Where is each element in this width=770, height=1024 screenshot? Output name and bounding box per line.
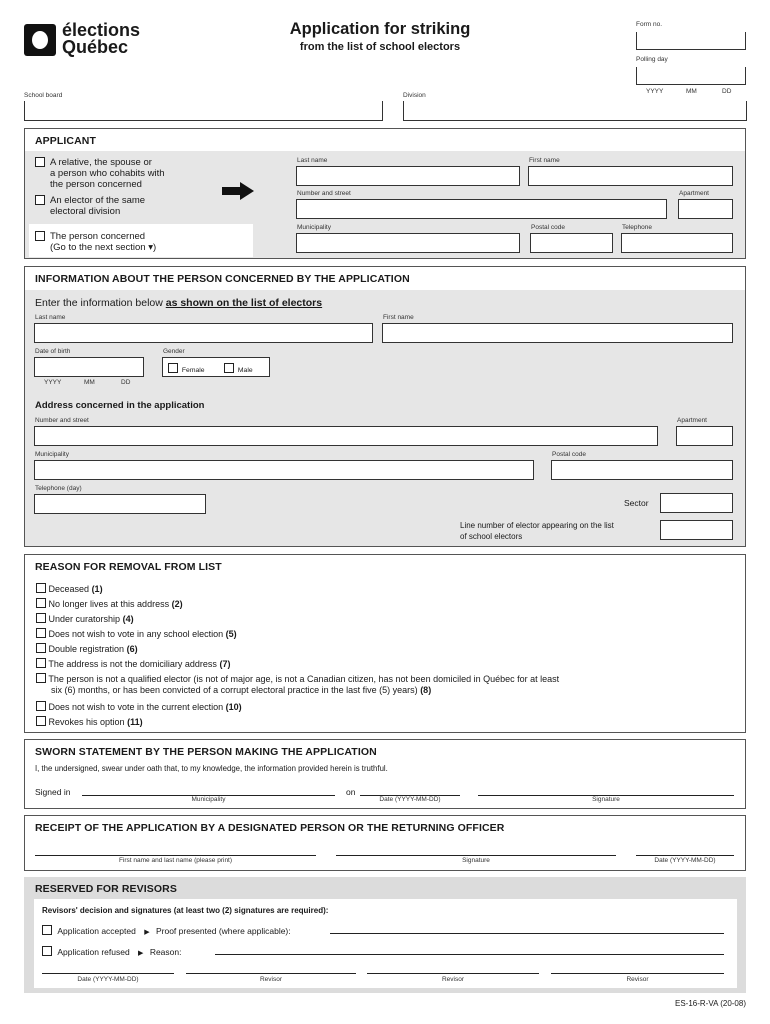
dob-label: Date of birth	[35, 348, 71, 355]
checkbox-reason-8[interactable]	[36, 673, 46, 683]
person-street-label: Number and street	[35, 417, 89, 424]
reason-text: The address is not the domiciliary address	[48, 659, 217, 669]
reason-label: Reason:	[149, 947, 182, 957]
revisor-3-caption: Revisor	[626, 976, 649, 983]
reason-text: Revokes his option	[48, 717, 125, 727]
reason-item[interactable]	[36, 673, 726, 696]
polling-day-dd: DD	[722, 88, 732, 95]
checkbox-elector[interactable]	[35, 195, 45, 205]
polling-day-label: Polling day	[636, 56, 668, 63]
reason-code: (6)	[126, 644, 138, 654]
person-municipality-field[interactable]	[34, 460, 534, 480]
option-elector-line1: An elector of the same	[50, 195, 146, 206]
revisors-date-caption: Date (YYYY-MM-DD)	[77, 976, 139, 983]
proof-line[interactable]	[330, 933, 724, 934]
polling-day-mm: MM	[686, 88, 697, 95]
checkbox-reason-6[interactable]	[36, 643, 46, 653]
form-no-field[interactable]	[636, 32, 746, 50]
receipt-date-line[interactable]	[636, 855, 734, 856]
person-first-name-field[interactable]	[382, 323, 733, 343]
dob-yyyy: YYYY	[44, 379, 62, 386]
line-number-label-1: Line number of elector appearing on the list	[460, 521, 614, 530]
male-label: Male	[237, 367, 253, 374]
refused-label: Application refused	[57, 947, 130, 957]
reason-text-line1: The person is not a qualified elector (is not of major age, is not a Canadian citizen, has not been domiciled in Québec for at least	[48, 674, 560, 684]
school-board-label: School board	[24, 92, 63, 99]
applicant-street-label: Number and street	[297, 190, 351, 197]
revisor-2-caption: Revisor	[441, 976, 465, 983]
person-intro-text: Enter the information below	[35, 297, 163, 309]
checkbox-reason-1[interactable]	[36, 583, 46, 593]
checkbox-reason-2[interactable]	[36, 598, 46, 608]
triangle-right-icon: ▶	[144, 929, 150, 936]
reason-item[interactable]	[36, 701, 242, 713]
applicant-option-elector[interactable]	[35, 195, 146, 217]
checkbox-self[interactable]	[35, 231, 45, 241]
reason-text: Does not wish to vote in any school election	[48, 629, 224, 639]
receipt-name-line[interactable]	[35, 855, 316, 856]
person-first-name-label: First name	[383, 314, 414, 321]
sworn-title: SWORN STATEMENT BY THE PERSON MAKING THE APPLICATION	[35, 746, 377, 758]
reason-item[interactable]	[36, 643, 138, 655]
applicant-option-self[interactable]	[35, 231, 157, 253]
line-number-label	[460, 520, 614, 542]
reason-text-line2: six (6) months, or has been convicted of a corrupt electoral practice in the last five (5) years)	[51, 685, 418, 695]
person-telephone-field[interactable]	[34, 494, 206, 514]
footer-code: ES-16-R-VA (20-08)	[675, 999, 746, 1008]
applicant-postal-field[interactable]	[530, 233, 613, 253]
form-subtitle: from the list of school electors	[299, 41, 461, 53]
triangle-right-icon: ▶	[138, 950, 144, 957]
receipt-name-caption: First name and last name (please print)	[118, 857, 233, 864]
division-label: Division	[403, 92, 426, 99]
person-title: INFORMATION ABOUT THE PERSON CONCERNED BY THE APPLICATION	[35, 273, 410, 285]
logo	[24, 22, 174, 58]
person-postal-field[interactable]	[551, 460, 733, 480]
school-board-field[interactable]	[24, 101, 383, 121]
reason-code: (10)	[225, 702, 242, 712]
person-street-field[interactable]	[34, 426, 658, 446]
logo-mark-icon	[24, 24, 56, 56]
applicant-last-name-field[interactable]	[296, 166, 520, 186]
address-title: Address concerned in the application	[35, 400, 205, 411]
person-intro-emph: as shown on the list of electors	[165, 297, 323, 309]
applicant-first-name-field[interactable]	[528, 166, 733, 186]
reason-code: (2)	[171, 599, 183, 609]
applicant-title: APPLICANT	[35, 135, 96, 147]
revisors-title: RESERVED FOR REVISORS	[35, 883, 177, 895]
option-elector-line2: electoral division	[50, 206, 121, 217]
person-postal-label: Postal code	[552, 451, 586, 458]
checkbox-reason-10[interactable]	[36, 701, 46, 711]
female-label: Female	[181, 367, 205, 374]
reason-code: (1)	[91, 584, 103, 594]
applicant-telephone-field[interactable]	[621, 233, 733, 253]
dob-dd: DD	[121, 379, 131, 386]
checkbox-reason-7[interactable]	[36, 658, 46, 668]
applicant-municipality-label: Municipality	[297, 224, 331, 231]
receipt-title: RECEIPT OF THE APPLICATION BY A DESIGNATED PERSON OR THE RETURNING OFFICER	[35, 822, 505, 834]
reason-code: (7)	[219, 659, 231, 669]
reason-item[interactable]	[36, 613, 134, 625]
person-last-name-field[interactable]	[34, 323, 373, 343]
gender-label: Gender	[163, 348, 185, 355]
reason-text: No longer lives at this address	[48, 599, 170, 609]
sworn-signature-caption: Signature	[592, 796, 620, 803]
option-relative-line1: A relative, the spouse or	[50, 157, 152, 168]
applicant-municipality-field[interactable]	[296, 233, 520, 253]
sworn-municipality-caption: Municipality	[191, 796, 226, 803]
reason-item[interactable]	[36, 583, 103, 595]
option-relative-line3: the person concerned	[50, 179, 142, 190]
option-self-line1: The person concerned	[50, 231, 146, 242]
applicant-postal-label: Postal code	[531, 224, 565, 231]
reasons-title: REASON FOR REMOVAL FROM LIST	[35, 561, 222, 573]
sector-label: Sector	[624, 498, 649, 508]
reason-item[interactable]	[36, 658, 230, 670]
reason-item[interactable]	[36, 628, 237, 640]
checkbox-refused[interactable]	[42, 946, 52, 956]
revisor-1-caption: Revisor	[259, 976, 283, 983]
reason-line[interactable]	[215, 954, 724, 955]
person-intro	[35, 297, 322, 309]
applicant-option-relative[interactable]	[35, 157, 165, 190]
reason-code: (8)	[420, 685, 432, 695]
sector-field[interactable]	[660, 493, 733, 513]
dob-mm: MM	[84, 379, 95, 386]
revisors-date-line[interactable]	[42, 973, 174, 974]
reason-code: (5)	[225, 629, 237, 639]
division-field[interactable]	[403, 101, 747, 121]
on-label: on	[346, 787, 356, 797]
application-refused-option[interactable]	[42, 946, 181, 957]
dob-field[interactable]	[34, 357, 144, 377]
sworn-date-caption: Date (YYYY-MM-DD)	[379, 796, 441, 803]
reason-item[interactable]	[36, 716, 143, 728]
sworn-text: I, the undersigned, swear under oath that, to my knowledge, the information provided herein is truthful.	[35, 764, 388, 773]
checkbox-male[interactable]	[224, 363, 234, 373]
reason-text: Deceased	[48, 584, 90, 594]
logo-line1: élections	[62, 20, 141, 40]
applicant-telephone-label: Telephone	[622, 224, 652, 231]
line-number-field[interactable]	[660, 520, 733, 540]
reason-code: (4)	[122, 614, 134, 624]
application-accepted-option[interactable]	[42, 925, 291, 936]
line-number-label-2: of school electors	[460, 532, 523, 541]
checkbox-female[interactable]	[168, 363, 178, 373]
gender-male-option[interactable]	[224, 363, 253, 374]
form-title: Application for striking	[289, 20, 471, 38]
option-relative-line2: a person who cohabits with	[50, 168, 165, 179]
logo-line2: Québec	[62, 37, 129, 57]
checkbox-relative[interactable]	[35, 157, 45, 167]
reason-code: (11)	[127, 717, 143, 727]
person-municipality-label: Municipality	[35, 451, 69, 458]
polling-day-yyyy: YYYY	[646, 88, 664, 95]
reason-text: Does not wish to vote in the current election	[48, 702, 224, 712]
revisor-3-line[interactable]	[551, 973, 724, 974]
form-no-label: Form no.	[636, 21, 663, 28]
checkbox-reason-11[interactable]	[36, 716, 46, 726]
person-apartment-field[interactable]	[676, 426, 733, 446]
checkbox-accepted[interactable]	[42, 925, 52, 935]
checkbox-reason-5[interactable]	[36, 628, 46, 638]
receipt-date-caption: Date (YYYY-MM-DD)	[654, 857, 716, 864]
applicant-last-name-label: Last name	[297, 157, 328, 164]
revisor-2-line[interactable]	[367, 973, 539, 974]
accepted-label: Application accepted	[57, 926, 136, 936]
applicant-apartment-label: Apartment	[679, 190, 709, 197]
polling-day-field[interactable]	[636, 67, 746, 85]
applicant-apartment-field[interactable]	[678, 199, 733, 219]
option-self-line2: (Go to the next section ▾)	[50, 242, 157, 253]
reason-text: Under curatorship	[48, 614, 121, 624]
reason-text: Double registration	[48, 644, 125, 654]
arrow-right-icon	[222, 182, 254, 200]
person-last-name-label: Last name	[35, 314, 66, 321]
proof-label: Proof presented (where applicable):	[155, 926, 291, 936]
reason-item[interactable]	[36, 598, 183, 610]
revisors-subtitle: Revisors' decision and signatures (at least two (2) signatures are required):	[42, 906, 329, 915]
person-apartment-label: Apartment	[677, 417, 707, 424]
checkbox-reason-4[interactable]	[36, 613, 46, 623]
gender-female-option[interactable]	[168, 363, 205, 374]
revisor-1-line[interactable]	[186, 973, 356, 974]
person-telephone-label: Telephone (day)	[35, 485, 82, 492]
signed-in-label: Signed in	[35, 787, 71, 797]
receipt-signature-line[interactable]	[336, 855, 616, 856]
applicant-street-field[interactable]	[296, 199, 667, 219]
applicant-first-name-label: First name	[529, 157, 560, 164]
receipt-signature-caption: Signature	[462, 857, 490, 864]
